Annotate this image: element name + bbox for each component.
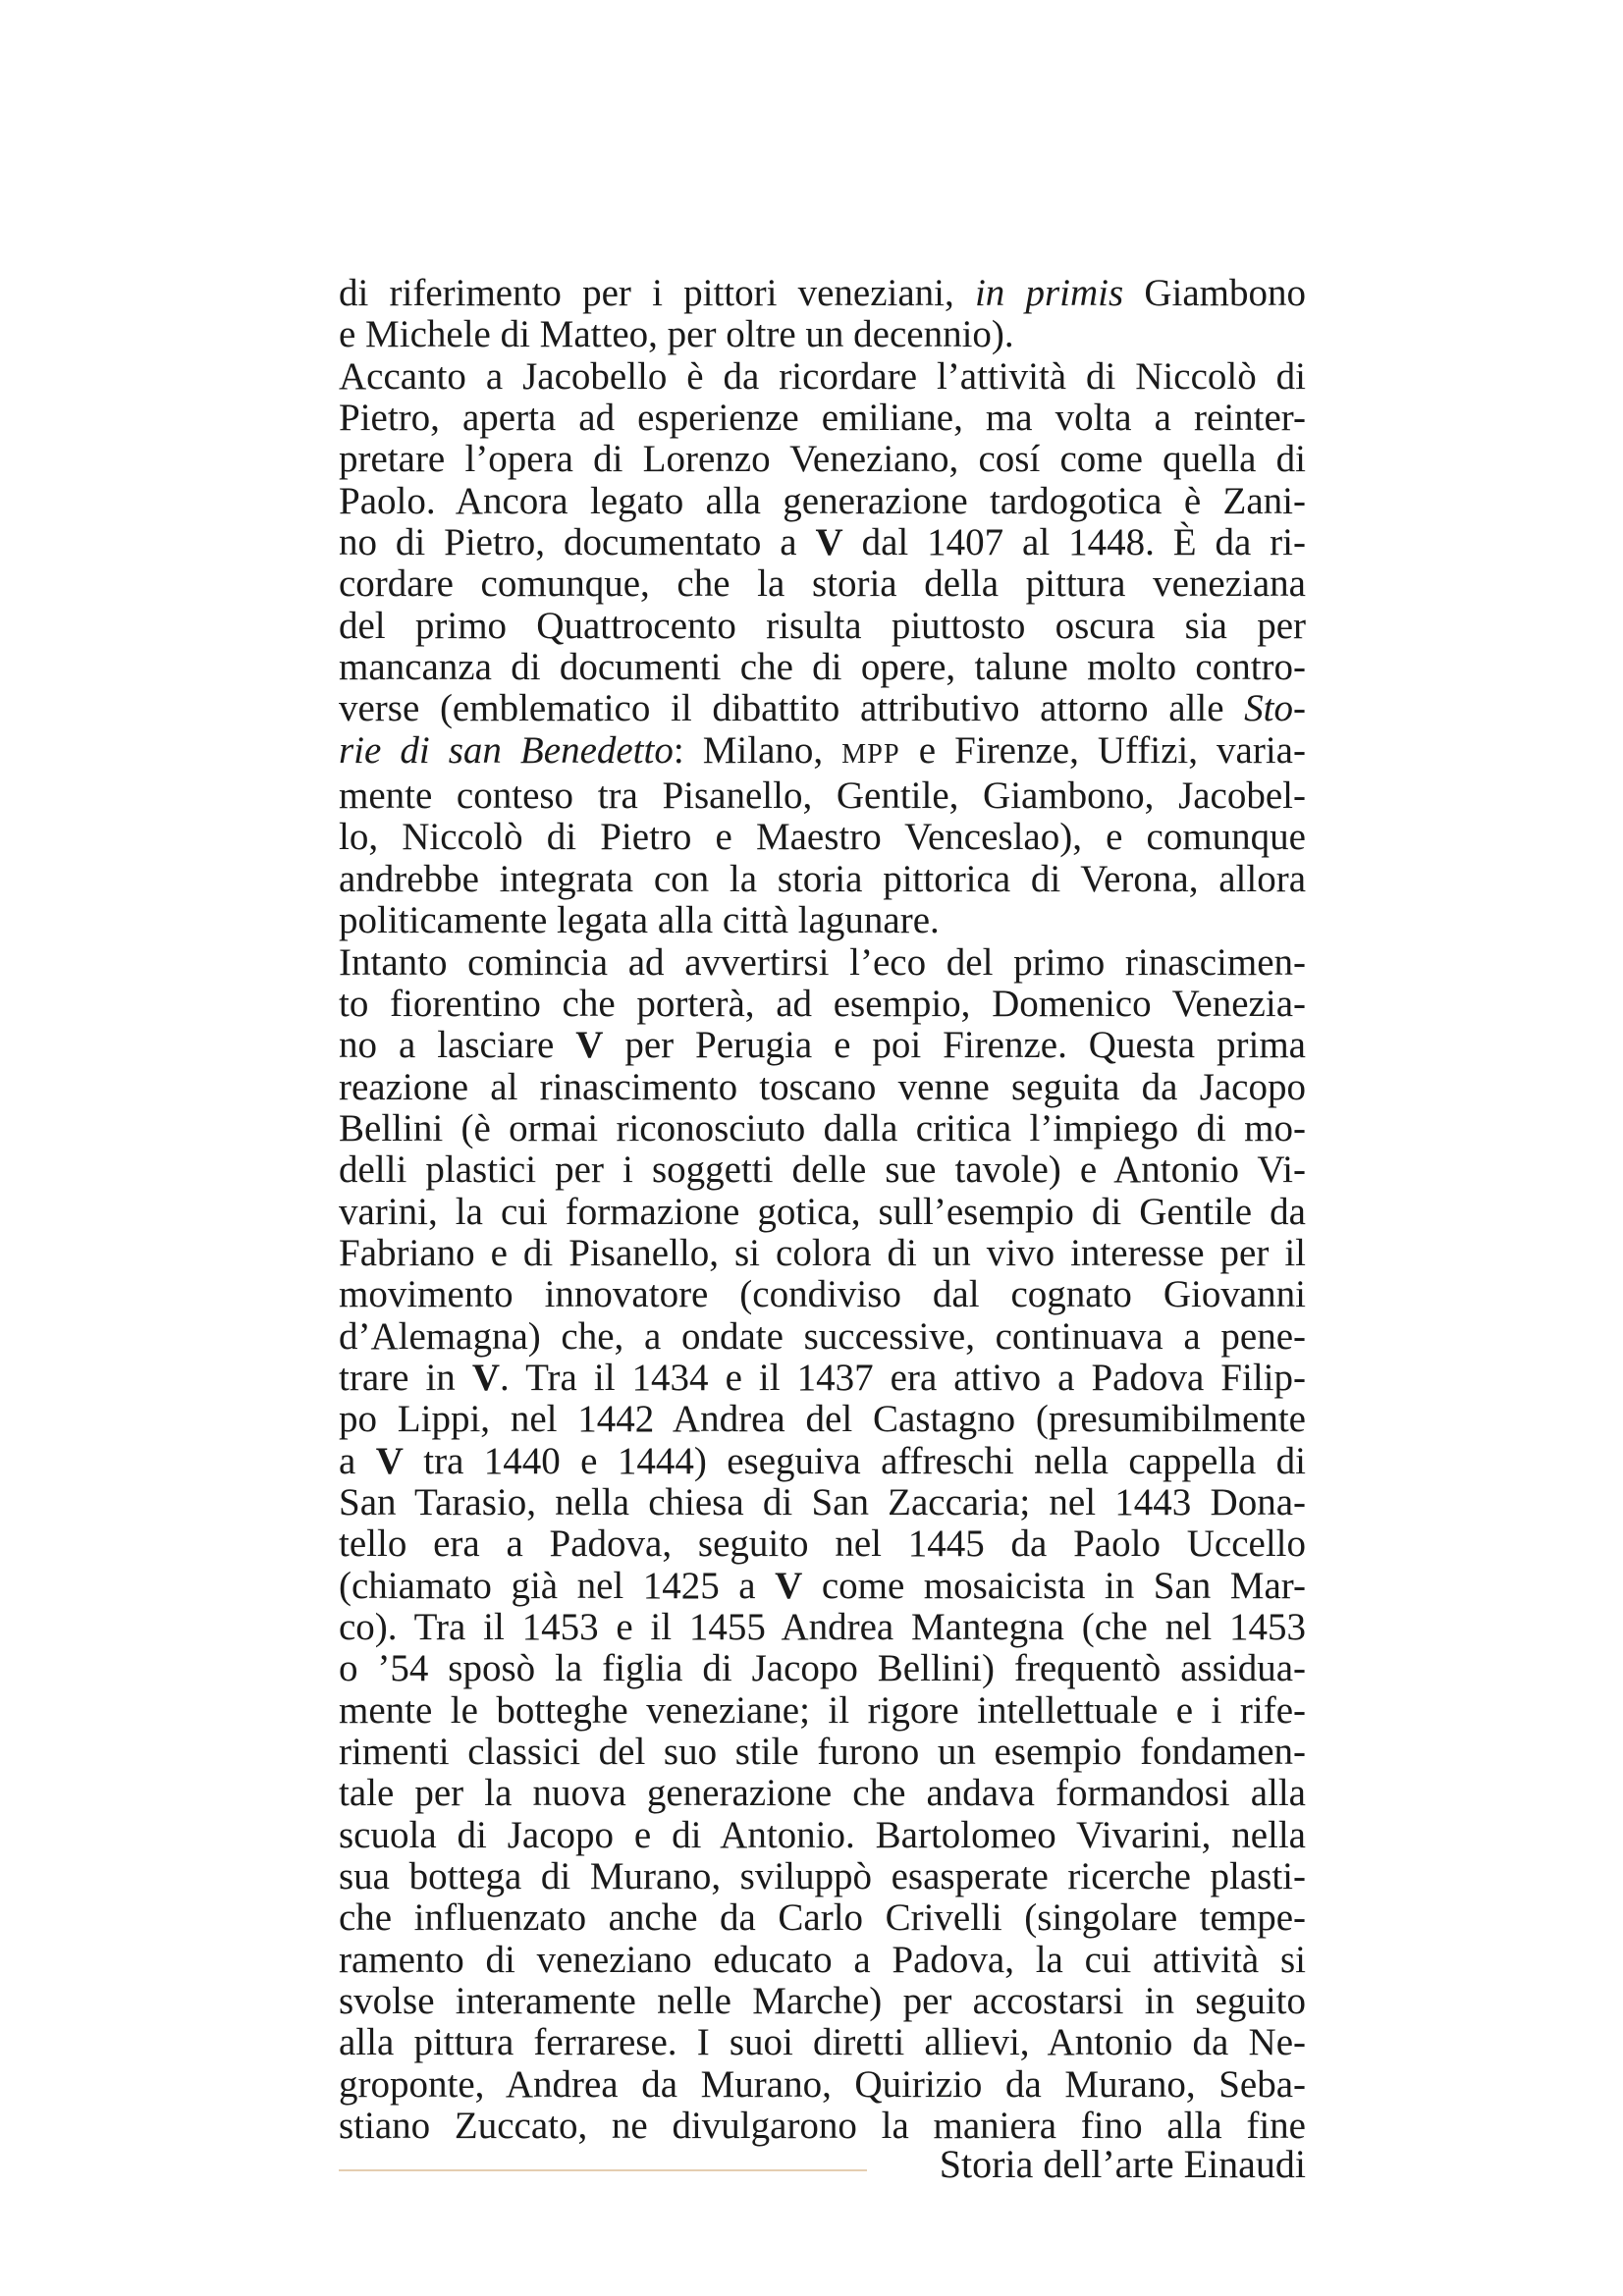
text-line: cordare comunque, che la storia della pittura veneziana	[339, 562, 1306, 606]
text-line: Accanto a Jacobello è da ricordare l’attività di Niccolò di	[339, 354, 1306, 398]
series-title: Storia dell’arte Einaudi	[939, 2142, 1306, 2186]
text-line: delli plastici per i soggetti delle sue tavole) e Antonio Vi-	[339, 1148, 1306, 1192]
text-line: groponte, Andrea da Murano, Quirizio da Murano, Seba-	[339, 2062, 1306, 2106]
text-line: svolse interamente nelle Marche) per accostarsi in seguito	[339, 1980, 1306, 2023]
bold-abbreviation: V	[575, 1024, 604, 1067]
text-line: scuola di Jacopo e di Antonio. Bartolomeo Vivarini, nella	[339, 1813, 1306, 1856]
text-line: varini, la cui formazione gotica, sull’esempio di Gentile da	[339, 1190, 1306, 1233]
text-line: d’Alemagna) che, a ondate successive, continuava a pene-	[339, 1314, 1306, 1358]
text-line: mancanza di documenti che di opere, talune molto contro-	[339, 646, 1306, 689]
text-line: movimento innovatore (condiviso dal cognato Giovanni	[339, 1273, 1306, 1316]
text-line: tale per la nuova generazione che andava formandosi alla	[339, 1772, 1306, 1815]
text-line: alla pittura ferrarese. I suoi diretti allievi, Antonio da Ne-	[339, 2021, 1306, 2064]
body-text	[339, 273, 1306, 2147]
bold-abbreviation: V	[815, 521, 843, 564]
text-line: verse (emblematico il dibattito attributivo attorno alle Sto-	[339, 687, 1306, 730]
text-line: rie di san Benedetto: Milano, MPP e Firenze, Uffizi, varia-	[339, 728, 1306, 772]
text-line: a V tra 1440 e 1444) eseguiva affreschi nella cappella di	[339, 1439, 1306, 1482]
text-line: Pietro, aperta ad esperienze emiliane, ma volta a reinter-	[339, 397, 1306, 440]
text-line: lo, Niccolò di Pietro e Maestro Venceslao), e comunque	[339, 816, 1306, 859]
text-line: (chiamato già nel 1425 a V come mosaicista in San Mar-	[339, 1564, 1306, 1607]
text-line: rimenti classici del suo stile furono un esempio fondamen-	[339, 1731, 1306, 1774]
page-footer	[339, 2140, 1306, 2189]
italic-phrase: Sto-	[1244, 687, 1306, 730]
small-caps-abbreviation: MPP	[841, 738, 900, 770]
text-line: Fabriano e di Pisanello, si colora di un vivo interesse per il	[339, 1231, 1306, 1274]
text-line: o ’54 sposò la figlia di Jacopo Bellini) frequentò assidua-	[339, 1647, 1306, 1690]
text-line: Intanto comincia ad avvertirsi l’eco del primo rinascimen-	[339, 940, 1306, 984]
text-line: stiano Zuccato, ne divulgarono la maniera fino alla fine	[339, 2105, 1306, 2148]
text-line: del primo Quattrocento risulta piuttosto oscura sia per	[339, 604, 1306, 647]
text-line: che influenzato anche da Carlo Crivelli (singolare tempe-	[339, 1896, 1306, 1940]
text-line: trare in V. Tra il 1434 e il 1437 era attivo a Padova Filip-	[339, 1356, 1306, 1399]
text-line: ramento di veneziano educato a Padova, la cui attività si	[339, 1938, 1306, 1981]
italic-phrase: in primis	[974, 272, 1124, 314]
text-line: no di Pietro, documentato a V dal 1407 al 1448. È da ri-	[339, 521, 1306, 564]
text-line: reazione al rinascimento toscano venne seguita da Jacopo	[339, 1065, 1306, 1108]
text-line: pretare l’opera di Lorenzo Veneziano, cosí come quella di	[339, 438, 1306, 481]
footer-rule	[339, 2169, 867, 2171]
text-line: to fiorentino che porterà, ad esempio, Domenico Venezia-	[339, 982, 1306, 1025]
text-line: e Michele di Matteo, per oltre un decennio).	[339, 313, 1014, 356]
text-line: mente conteso tra Pisanello, Gentile, Giambono, Jacobel-	[339, 774, 1306, 818]
text-line: co). Tra il 1453 e il 1455 Andrea Mantegna (che nel 1453	[339, 1606, 1306, 1648]
text-line: po Lippi, nel 1442 Andrea del Castagno (presumibilmente	[339, 1398, 1306, 1441]
text-line: no a lasciare V per Perugia e poi Firenze. Questa prima	[339, 1024, 1306, 1067]
text-line: politicamente legata alla città lagunare.	[339, 899, 940, 942]
text-line: San Tarasio, nella chiesa di San Zaccaria; nel 1443 Dona-	[339, 1480, 1306, 1523]
text-line: mente le botteghe veneziane; il rigore intellettuale e i rife-	[339, 1688, 1306, 1732]
bold-abbreviation: V	[375, 1439, 404, 1482]
bold-abbreviation: V	[775, 1564, 803, 1607]
text-line: di riferimento per i pittori veneziani, in primis Giambono	[339, 272, 1306, 314]
text-line: Paolo. Ancora legato alla generazione tardogotica è Zani-	[339, 479, 1306, 522]
text-line: sua bottega di Murano, sviluppò esasperate ricerche plasti-	[339, 1855, 1306, 1898]
bold-abbreviation: V	[471, 1356, 500, 1399]
text-line: tello era a Padova, seguito nel 1445 da Paolo Uccello	[339, 1522, 1306, 1566]
text-line: Bellini (è ormai riconosciuto dalla critica l’impiego di mo-	[339, 1106, 1306, 1149]
italic-phrase: rie di san Benedetto	[339, 728, 674, 772]
text-line: andrebbe integrata con la storia pittorica di Verona, allora	[339, 857, 1306, 900]
